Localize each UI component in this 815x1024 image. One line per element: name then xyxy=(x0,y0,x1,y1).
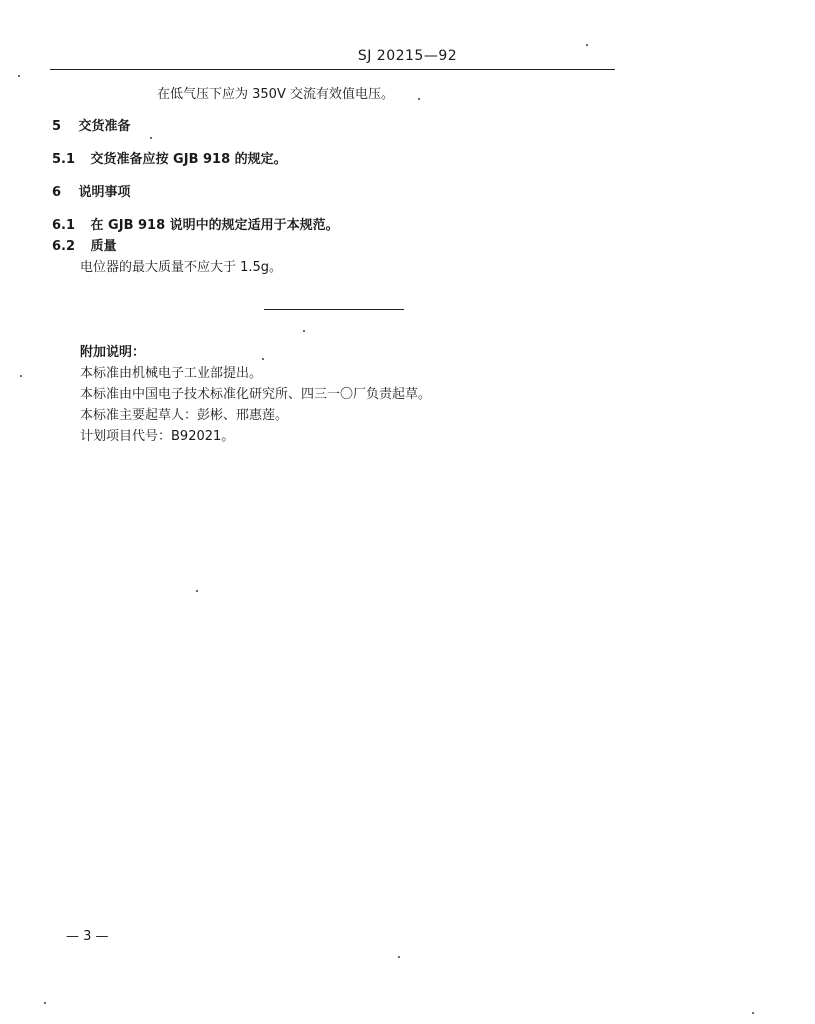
clause-5-1 xyxy=(52,152,287,168)
clause-text: 在 GJB 918 说明中的规定适用于本规范。 xyxy=(90,218,339,233)
clause-6-1 xyxy=(52,218,339,234)
scan-speck xyxy=(303,330,305,332)
scan-speck xyxy=(262,358,264,360)
scan-speck xyxy=(20,375,22,377)
section-title: 说明事项 xyxy=(78,185,131,200)
standard-code-header: SJ 20215—92 xyxy=(357,48,458,64)
clause-6-2-text: 电位器的最大质量不应大于 1.5g。 xyxy=(80,260,283,275)
notes-line: 本标准由中国电子技术标准化研究所、四三一〇厂负责起草。 xyxy=(80,387,432,402)
clause-text: 交货准备应按 GJB 918 的规定。 xyxy=(90,152,287,167)
clause-number: 5.1 xyxy=(52,152,76,167)
continued-paragraph: 在低气压下应为 350V 交流有效值电压。 xyxy=(157,87,394,102)
page-number: — 3 — xyxy=(66,929,109,944)
section-number: 6 xyxy=(52,185,62,200)
notes-heading: 附加说明： xyxy=(80,345,146,360)
notes-line: 本标准主要起草人：彭彬、邢惠莲。 xyxy=(80,408,289,423)
section-title: 交货准备 xyxy=(78,119,131,134)
section-6-heading xyxy=(52,185,131,201)
end-of-text-rule xyxy=(264,309,404,310)
scan-speck xyxy=(18,75,20,77)
scan-speck xyxy=(150,137,152,139)
header-rule xyxy=(50,69,615,70)
scan-speck xyxy=(44,1002,46,1004)
scan-speck xyxy=(418,98,420,100)
scan-speck xyxy=(398,956,400,958)
scan-speck xyxy=(196,590,198,592)
notes-line: 本标准由机械电子工业部提出。 xyxy=(80,366,263,381)
clause-6-2 xyxy=(52,239,117,255)
scan-speck xyxy=(752,1012,754,1014)
notes-line: 计划项目代号：B92021。 xyxy=(80,429,235,444)
clause-title: 质量 xyxy=(90,239,117,254)
scan-speck xyxy=(586,44,588,46)
section-5-heading xyxy=(52,119,131,135)
section-number: 5 xyxy=(52,119,62,134)
clause-number: 6.1 xyxy=(52,218,76,233)
clause-number: 6.2 xyxy=(52,239,76,254)
